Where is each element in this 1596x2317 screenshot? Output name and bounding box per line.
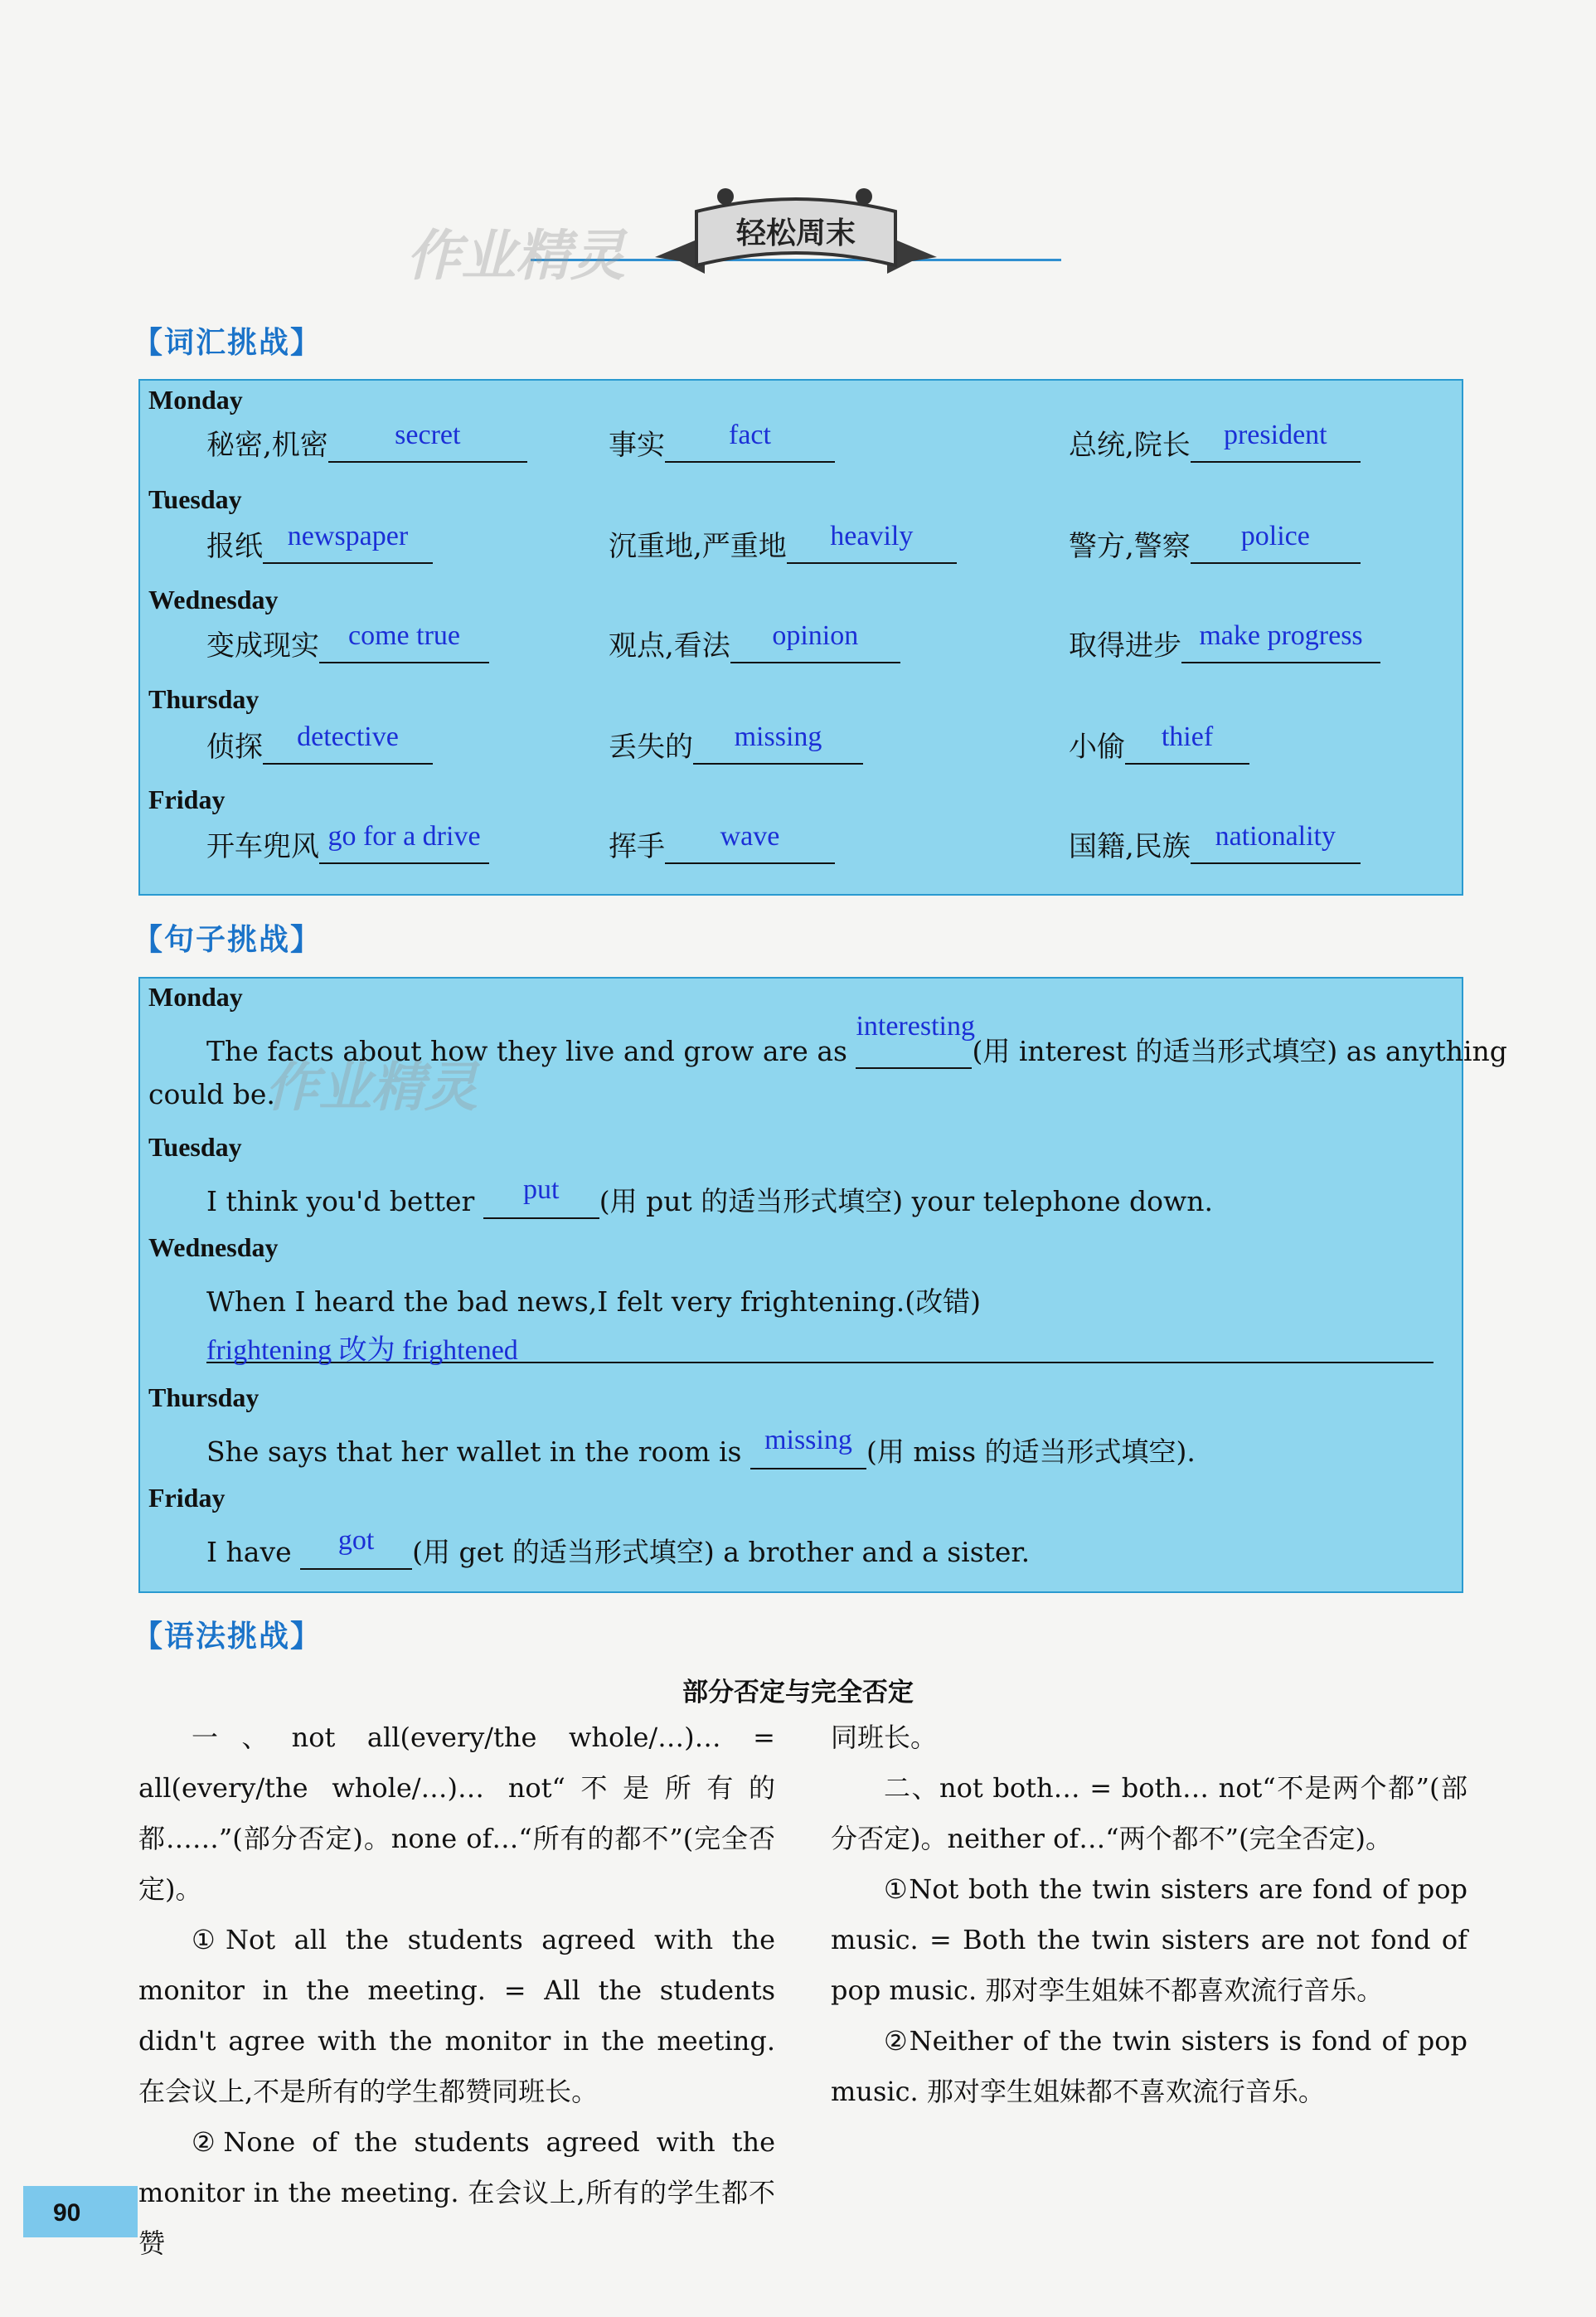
answer-text: newspaper	[287, 521, 409, 551]
answer-text: put	[523, 1174, 560, 1205]
vocab-item: 观点,看法 opinion	[609, 623, 900, 663]
sentence-day-thursday: Thursday	[148, 1382, 260, 1412]
sentence-monday: The facts about how they live and grow are as interesting (用 interest 的适当形式填空) as anything	[206, 1011, 1507, 1067]
answer-text: wave	[720, 821, 780, 852]
sentence-monday-line2: could be.	[148, 1078, 275, 1110]
watermark: 作业精灵	[406, 224, 625, 288]
vocab-day-friday: Friday	[148, 784, 226, 814]
vocab-item: 取得进步 make progress	[1069, 623, 1380, 663]
vocab-box	[138, 379, 1463, 896]
sentence-tuesday: I think you'd better put (用 put 的适当形式填空) your telephone down.	[206, 1174, 1214, 1217]
vocab-title: 【词汇挑战】	[133, 326, 323, 360]
grammar-title: 【语法挑战】	[133, 1620, 323, 1654]
vocab-item: 丢失的 missing	[609, 724, 863, 765]
grammar-paragraph: ②Neither of the twin sisters is fond of pop music. 那对孪生姐妹都不喜欢流行音乐。	[831, 2025, 1467, 2107]
answer-text: opinion	[772, 620, 859, 651]
answer-text: nationality	[1215, 821, 1336, 852]
answer-text: interesting	[856, 1011, 975, 1042]
grammar-paragraph: ②None of the students agreed with the monitor in the meeting. 在会议上,所有的学生都不赞	[138, 2126, 775, 2259]
sentence-wednesday-answer-line	[206, 1327, 1433, 1366]
grammar-paragraph: 一、not all(every/the whole/…)… = all(every/the whole/…)… not“不是所有的都……”(部分否定)。none of…“所有的都不”(完全否定)。	[138, 1722, 775, 1905]
grammar-left-column	[138, 1712, 775, 2269]
grammar-paragraph: ①Not both the twin sisters are fond of pop music. = Both the twin sisters are not fond of pop music. 那对孪生姐妹不都喜欢流行音乐。	[831, 1873, 1467, 2006]
sentence-title: 【句子挑战】	[133, 923, 323, 957]
answer-text: frightening 改为 frightened	[206, 1335, 518, 1366]
answer-text: secret	[395, 420, 461, 450]
vocab-item: 侦探 detective	[206, 724, 433, 765]
sentence-day-friday: Friday	[148, 1483, 226, 1513]
answer-text: police	[1240, 521, 1310, 551]
sentence-thursday: She says that her wallet in the room is missing (用 miss 的适当形式填空).	[206, 1425, 1196, 1468]
vocab-item: 警方,警察 police	[1069, 523, 1361, 564]
answer-text: got	[337, 1525, 375, 1556]
answer-text: heavily	[830, 521, 914, 551]
vocab-day-thursday: Thursday	[148, 684, 260, 714]
answer-text: president	[1223, 420, 1327, 450]
grammar-heading: 部分否定与完全否定	[682, 1678, 914, 1707]
vocab-item: 小偷 thief	[1069, 724, 1249, 765]
vocab-item: 事实 fact	[609, 422, 835, 463]
header-banner	[647, 178, 945, 286]
banner-ribbon-graphic	[647, 178, 945, 286]
vocab-item: 总统,院长 president	[1069, 422, 1361, 463]
answer-text: detective	[297, 721, 399, 752]
vocab-day-wednesday: Wednesday	[148, 585, 279, 614]
vocab-item: 开车兜风 go for a drive	[206, 823, 489, 864]
vocab-item: 挥手 wave	[609, 823, 835, 864]
sentence-friday: I have got (用 get 的适当形式填空) a brother and a sister.	[206, 1525, 1031, 1568]
page-number: 90	[23, 2186, 138, 2237]
vocab-item: 秘密,机密 secret	[206, 422, 527, 463]
grammar-paragraph: 同班长。	[831, 1722, 938, 1753]
sentence-wednesday: When I heard the bad news,I felt very frightening.(改错)	[206, 1285, 982, 1318]
vocab-item: 国籍,民族 nationality	[1069, 823, 1361, 864]
answer-text: missing	[734, 721, 822, 752]
answer-text: make progress	[1199, 620, 1363, 651]
banner-text: 轻松周末	[735, 216, 856, 250]
grammar-paragraph: ①Not all the students agreed with the monitor in the meeting. = All the students didn't agree with the monitor in the meeting. 在会议上,不是所有的学生都赞同班长。	[138, 1924, 775, 2107]
sentence-day-wednesday: Wednesday	[148, 1232, 279, 1262]
vocab-day-monday: Monday	[148, 385, 243, 415]
sentence-day-tuesday: Tuesday	[148, 1132, 242, 1162]
answer-text: fact	[729, 420, 771, 450]
vocab-day-tuesday: Tuesday	[148, 484, 242, 514]
vocab-item: 报纸 newspaper	[206, 523, 433, 564]
vocab-item: 沉重地,严重地 heavily	[609, 523, 957, 564]
grammar-paragraph: 二、not both… = both… not“不是两个都”(部分否定)。neither of…“两个都不”(完全否定)。	[831, 1772, 1467, 1854]
answer-text: missing	[764, 1425, 852, 1455]
answer-text: go for a drive	[327, 821, 481, 852]
vocab-item: 变成现实 come true	[206, 623, 489, 663]
grammar-right-column	[831, 1712, 1467, 2117]
watermark-2: 作业精灵	[265, 1057, 478, 1119]
answer-text: thief	[1161, 721, 1214, 752]
answer-text: come true	[348, 620, 460, 651]
sentence-day-monday: Monday	[148, 982, 243, 1012]
